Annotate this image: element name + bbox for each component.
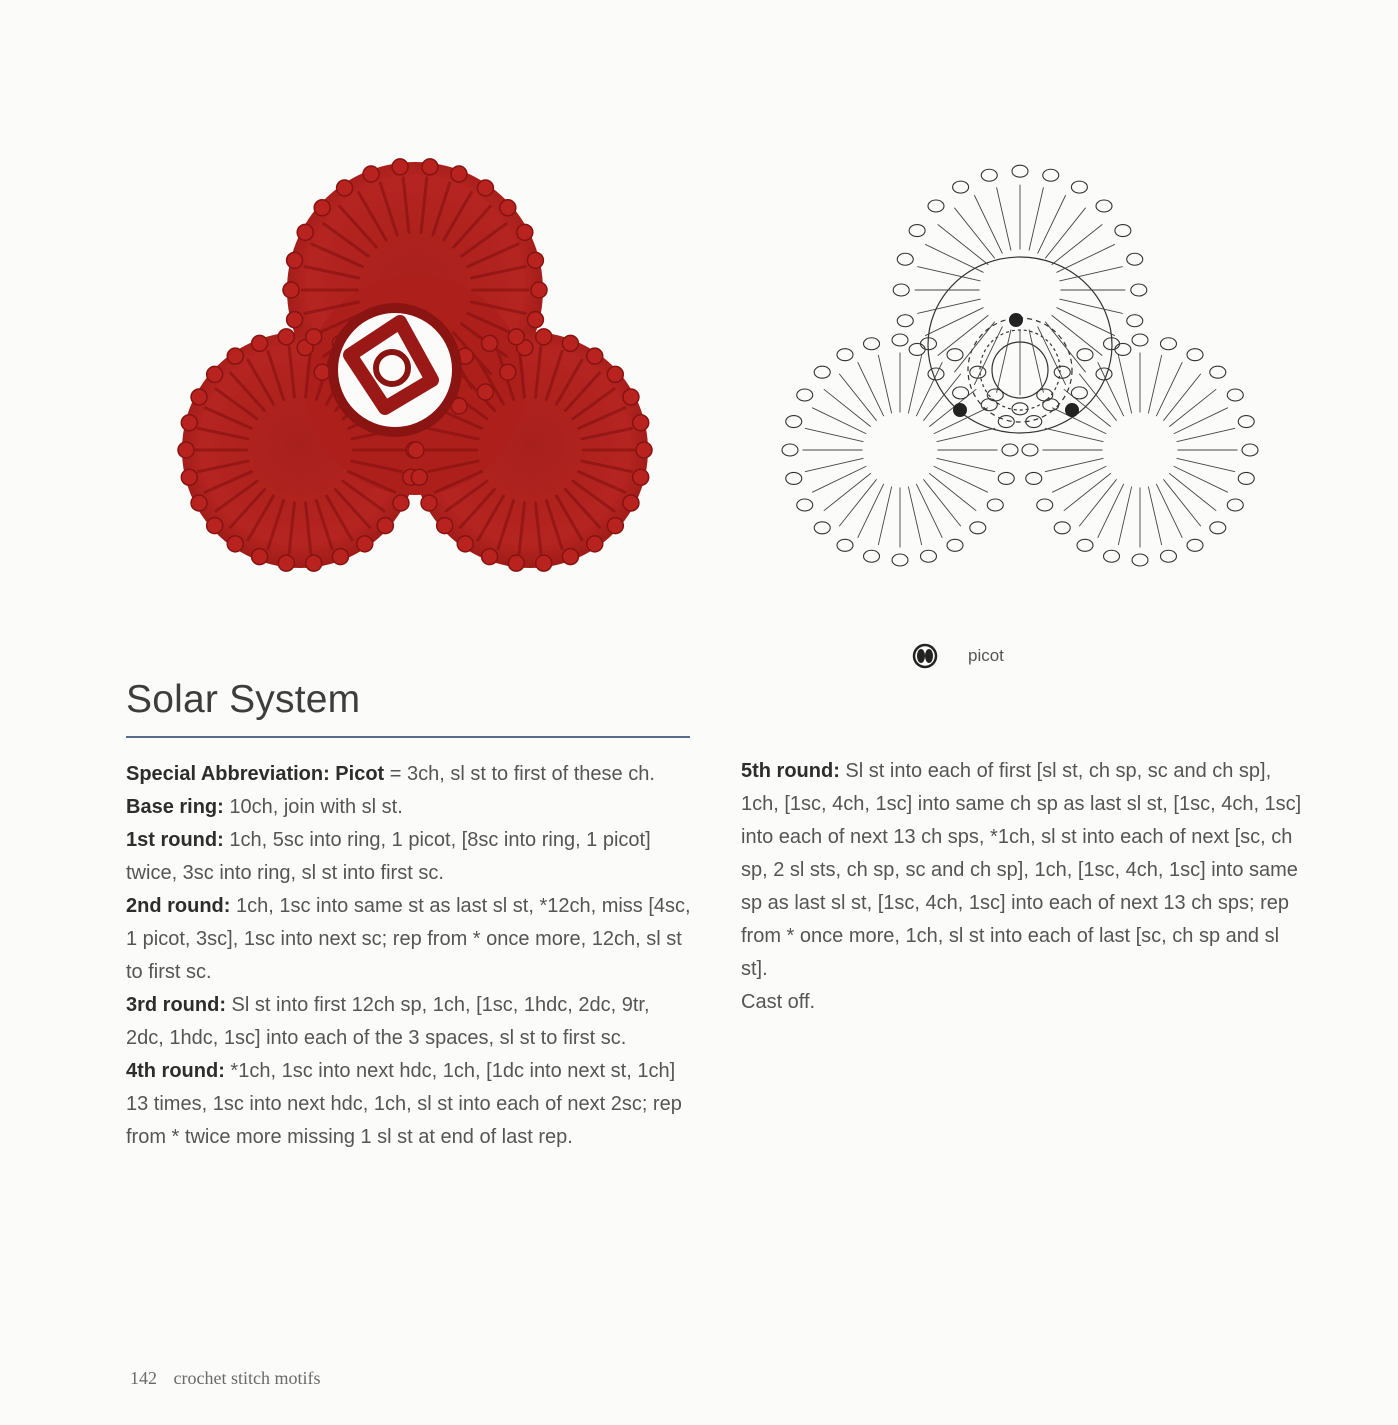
instruction-label: 1st round: bbox=[126, 829, 224, 851]
instruction-paragraph bbox=[126, 758, 692, 791]
instruction-paragraph bbox=[126, 989, 692, 1055]
stitch-chart-diagram bbox=[780, 140, 1260, 600]
section-name: crochet stitch motifs bbox=[173, 1368, 321, 1388]
instruction-label: 5th round: bbox=[741, 760, 840, 782]
instruction-label: 4th round: bbox=[126, 1060, 225, 1082]
instruction-text: *1ch, 1sc into next hdc, 1ch, [1dc into next st, 1ch] 13 times, 1sc into next hdc, 1ch, sl st into each of next 2sc; rep from * twice more missing 1 sl st at end of last rep. bbox=[126, 1060, 682, 1148]
legend-label: picot bbox=[968, 646, 1004, 665]
instruction-text: 1ch, 5sc into ring, 1 picot, [8sc into ring, 1 picot] twice, 3sc into ring, sl st into first sc. bbox=[126, 829, 651, 884]
instruction-text: = 3ch, sl st to first of these ch. bbox=[384, 763, 655, 785]
picot-symbol-icon bbox=[912, 643, 938, 669]
instruction-paragraph bbox=[126, 824, 692, 890]
instruction-paragraph bbox=[126, 1055, 692, 1154]
instructions-right-column bbox=[741, 755, 1311, 1019]
page-title: Solar System bbox=[126, 678, 361, 721]
instruction-paragraph bbox=[126, 791, 692, 824]
motif-center bbox=[333, 308, 457, 432]
instruction-label: Base ring: bbox=[126, 796, 224, 818]
title-rule bbox=[126, 736, 690, 738]
instruction-paragraph bbox=[741, 755, 1311, 986]
instruction-label: 2nd round: bbox=[126, 895, 231, 917]
page-footer bbox=[130, 1368, 320, 1389]
chart-legend bbox=[912, 643, 1004, 669]
instruction-label: 3rd round: bbox=[126, 994, 226, 1016]
instruction-paragraph bbox=[741, 986, 1311, 1019]
instruction-paragraph bbox=[126, 890, 692, 989]
instruction-text: Sl st into first 12ch sp, 1ch, [1sc, 1hdc, 2dc, 9tr, 2dc, 1hdc, 1sc] into each of the 3 spaces, sl st to first sc. bbox=[126, 994, 650, 1049]
page-number: 142 bbox=[130, 1368, 157, 1388]
instruction-text: Cast off. bbox=[741, 991, 816, 1013]
instruction-label: Special Abbreviation: Picot bbox=[126, 763, 385, 785]
instructions-left-column bbox=[126, 758, 692, 1154]
instruction-text: Sl st into each of first [sl st, ch sp, sc and ch sp], 1ch, [1sc, 4ch, 1sc] into same ch sp as last sl st, [1sc, 4ch, 1sc] into each of next 13 ch sps, *1ch, sl st into each of next [sc, ch sp, 2 sl sts, ch sp, sc and ch sp], 1ch, [1sc, 4ch, 1sc] into same sp as last sl st, [1sc, 4ch, 1sc] into each of next 13 ch sps; rep from * once more, 1ch, sl st into each of last [sc, ch sp and sl st]. bbox=[741, 760, 1302, 980]
instruction-text: 1ch, 1sc into same st as last sl st, *12ch, miss [4sc, 1 picot, 3sc], 1sc into next sc; rep from * once more, 12ch, sl st to first sc. bbox=[126, 895, 691, 983]
crochet-motif-photo bbox=[170, 150, 660, 590]
instruction-text: 10ch, join with sl st. bbox=[223, 796, 403, 818]
